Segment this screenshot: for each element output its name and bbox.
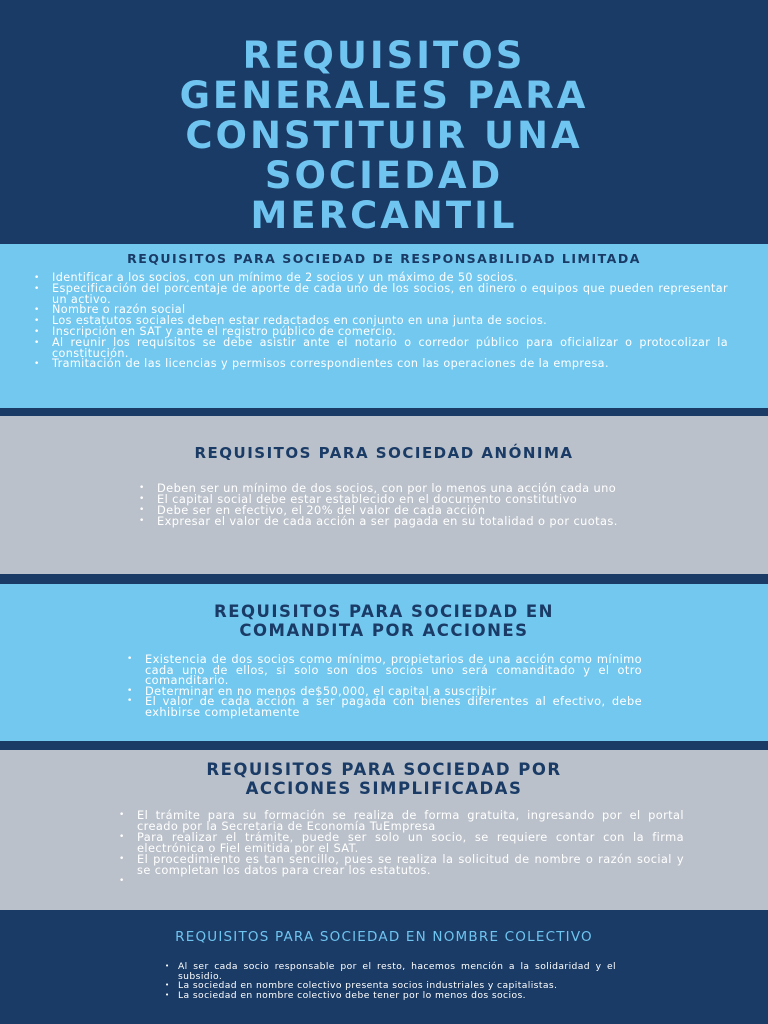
header (0, 0, 768, 244)
main-title-line: MERCANTIL (250, 194, 518, 237)
section-acciones-simplificadas (0, 750, 768, 910)
requirements-list (145, 654, 642, 717)
list-item: • El capital social debe estar establecido en el documento constitutivo (157, 494, 636, 505)
list-item: • Debe ser en efectivo, el 20% del valor de cada acción (157, 505, 636, 516)
main-title-line: CONSTITUIR UNA (185, 114, 583, 157)
main-title-line: SOCIEDAD (264, 154, 504, 197)
section-srl (0, 244, 768, 408)
list-item: • La sociedad en nombre colectivo presenta socios industriales y capitalistas. (178, 981, 616, 991)
section-title: REQUISITOS PARA SOCIEDAD DE RESPONSABILIDAD LIMITADA (127, 251, 641, 266)
requirements-list (137, 810, 684, 887)
requirements-list (157, 483, 636, 527)
section-title (0, 584, 768, 640)
list-item: • La sociedad en nombre colectivo debe tener por lo menos dos socios. (178, 991, 616, 1001)
section-comandita-acciones (0, 584, 768, 741)
section-title (0, 750, 768, 798)
section-sociedad-anonima (0, 416, 768, 574)
main-title (0, 0, 768, 236)
requirements-list (52, 273, 728, 370)
section-title: REQUISITOS PARA SOCIEDAD ANÓNIMA (194, 444, 574, 462)
requirements-list (178, 962, 616, 1000)
list-item (137, 876, 684, 887)
section-title-line: REQUISITOS PARA SOCIEDAD EN (214, 602, 554, 621)
list-item: • Para realizar el trámite, puede ser solo un socio, se requiere contar con la firma electrónica o Fiel emitida por el SAT. (137, 832, 684, 854)
list-item: • El valor de cada acción a ser pagada con bienes diferentes al efectivo, debe exhibirse completamente (145, 696, 642, 717)
section-title: REQUISITOS PARA SOCIEDAD EN NOMBRE COLECTIVO (175, 929, 593, 945)
list-item: • Los estatutos sociales deben estar redactados en conjunto en una junta de socios. (52, 316, 728, 327)
section-title-line: REQUISITOS PARA SOCIEDAD POR (206, 760, 562, 779)
list-item: • Determinar en no menos de$50,000, el capital a suscribir (145, 686, 642, 697)
list-item: • Nombre o razón social (52, 305, 728, 316)
list-item: • Al ser cada socio responsable por el resto, hacemos mención a la solidaridad y el subsidio. (178, 962, 616, 981)
main-title-line: REQUISITOS (242, 34, 526, 77)
main-title-line: GENERALES PARA (179, 74, 589, 117)
list-item: • El trámite para su formación se realiza de forma gratuita, ingresando por el portal creado por la Secretaria de Economía TuEmpresa (137, 810, 684, 832)
list-item: • Existencia de dos socios como mínimo, propietarios de una acción como mínimo cada uno de ellos, si solo son dos socios uno será comanditado y el otro comanditario. (145, 654, 642, 686)
section-nombre-colectivo (0, 910, 768, 1024)
list-item: • Especificación del porcentaje de aporte de cada uno de los socios, en dinero o equipos que pueden representar un activo. (52, 284, 728, 306)
list-item: • Inscripción en SAT y ante el registro público de comercio. (52, 327, 728, 338)
list-item: • Expresar el valor de cada acción a ser pagada en su totalidad o por cuotas. (157, 516, 636, 527)
list-item: • El procedimiento es tan sencillo, pues se realiza la solicitud de nombre o razón social y se completan los datos para crear los estatutos. (137, 854, 684, 876)
list-item: • Identificar a los socios, con un mínimo de 2 socios y un máximo de 50 socios. (52, 273, 728, 284)
section-title-line: ACCIONES SIMPLIFICADAS (245, 779, 523, 798)
list-item: • Tramitación de las licencias y permisos correspondientes con las operaciones de la empresa. (52, 359, 728, 370)
list-item: • Al reunir los requisitos se debe asistir ante el notario o corredor público para oficializar o protocolizar la constitución. (52, 338, 728, 360)
section-title-line: COMANDITA POR ACCIONES (239, 621, 529, 640)
list-item: • Deben ser un mínimo de dos socios, con por lo menos una acción cada uno (157, 483, 636, 494)
